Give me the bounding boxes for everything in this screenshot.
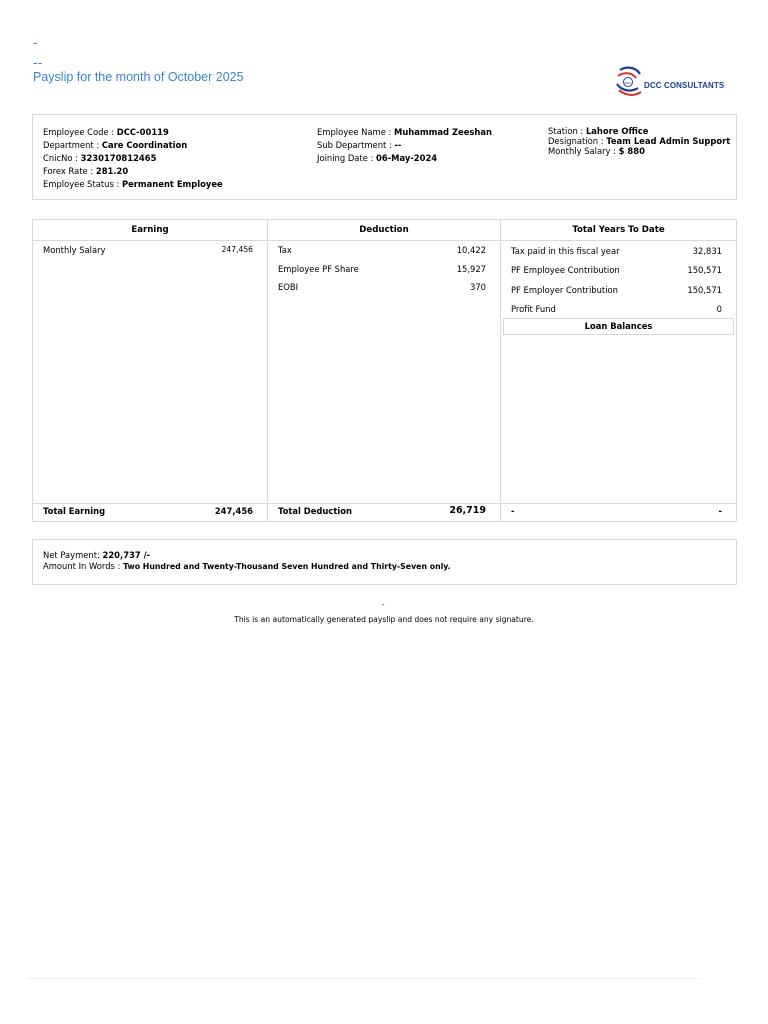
logo-text: DCC CONSULTANTS: [644, 81, 725, 90]
forex-value: 281.20: [95, 166, 129, 176]
deduction-value: 10,422: [456, 245, 486, 255]
earning-header: Earning: [33, 220, 267, 241]
department-row: Department : Care Coordination: [43, 140, 188, 150]
ytd-label: PF Employer Contribution: [511, 285, 618, 295]
employee-info-panel: [32, 114, 737, 200]
deduction-header: Deduction: [268, 220, 500, 241]
ytd-value: 0: [716, 304, 722, 314]
status-value: Permanent Employee: [121, 179, 223, 189]
ytd-label: Tax paid in this fiscal year: [511, 246, 620, 256]
deduction-row: [268, 278, 500, 296]
ytd-total-label: -: [511, 506, 515, 516]
sub-department-value: --: [394, 140, 402, 150]
title-prefix: Payslip for the month of: [33, 70, 165, 84]
page-title: [33, 70, 244, 84]
bottom-divider: [28, 978, 701, 979]
ytd-label: Profit Fund: [511, 304, 556, 314]
station-value: Lahore Office: [585, 126, 649, 136]
info-column-left: [43, 126, 223, 191]
designation-row: Designation : Team Lead Admin Support: [548, 136, 731, 146]
cnic-row: CnicNo : 3230170812465: [43, 153, 157, 163]
station-row: Station : Lahore Office: [548, 126, 649, 136]
deduction-row: [268, 241, 500, 259]
ytd-total-row: [501, 502, 736, 520]
earning-label: Monthly Salary: [43, 245, 106, 255]
company-logo: [614, 64, 726, 100]
total-deduction-row: [268, 502, 500, 520]
employee-code: DCC-00119: [116, 127, 169, 137]
info-column-middle: [317, 126, 492, 165]
earning-row: [33, 241, 267, 259]
designation-value: Team Lead Admin Support: [606, 136, 731, 146]
ytd-header: Total Years To Date: [501, 220, 736, 241]
deduction-value: 370: [470, 282, 486, 292]
deduction-row: [268, 260, 500, 278]
ytd-row: [501, 281, 736, 299]
joining-date-value: 06-May-2024: [376, 153, 438, 163]
net-payment-row: [43, 550, 150, 560]
ytd-value: 150,571: [687, 265, 722, 275]
deduction-value: 15,927: [456, 264, 486, 274]
total-earning-row: [33, 502, 267, 520]
total-deduction-label: Total Deduction: [278, 506, 352, 516]
earning-column: [33, 220, 267, 521]
header-dash: -: [33, 36, 38, 51]
header-dash-second: --: [33, 56, 43, 71]
employee-code-row: Employee Code : DCC-00119: [43, 127, 169, 137]
forex-row: Forex Rate : 281.20: [43, 166, 129, 176]
totals-divider: [33, 503, 736, 504]
ytd-row: [501, 300, 736, 318]
sub-department-row: Sub Department : --: [317, 140, 402, 150]
ytd-row: [501, 242, 736, 260]
employee-name-row: Employee Name : Muhammad Zeeshan: [317, 127, 492, 137]
ytd-value: 32,831: [692, 246, 722, 256]
status-row: Employee Status : Permanent Employee: [43, 179, 223, 189]
ytd-value: 150,571: [687, 285, 722, 295]
joining-date-row: Joining Date : 06-May-2024: [317, 153, 438, 163]
payslip-table: [32, 219, 737, 522]
footer-dot: -: [382, 601, 385, 609]
cnic-value: 3230170812465: [80, 153, 157, 163]
monthly-salary-row: Monthly Salary : $ 880: [548, 146, 645, 156]
amount-in-words-label: Amount In Words :: [43, 561, 121, 571]
net-payment-value: 220,737 /-: [102, 550, 151, 560]
net-payment-panel: [32, 539, 737, 585]
title-month: October 2025: [167, 70, 244, 84]
amount-in-words-value: Two Hundred and Twenty-Thousand Seven Hundred and Thirty-Seven only.: [123, 562, 451, 571]
logo-swirl-icon: [614, 64, 646, 100]
ytd-column: [501, 220, 736, 521]
net-payment-label: Net Payment:: [43, 550, 100, 560]
deduction-label: Employee PF Share: [278, 264, 359, 274]
earning-value: 247,456: [221, 245, 253, 254]
total-earning-value: 247,456: [214, 506, 253, 516]
deduction-label: EOBI: [278, 282, 299, 292]
total-earning-label: Total Earning: [43, 506, 106, 516]
department-value: Care Coordination: [101, 140, 188, 150]
total-deduction-value: 26,719: [449, 505, 486, 516]
deduction-label: Tax: [278, 245, 292, 255]
employee-name: Muhammad Zeeshan: [394, 127, 492, 137]
footer-note: This is an automatically generated payslip and does not require any signature.: [234, 615, 534, 624]
monthly-salary-value: $ 880: [618, 146, 645, 156]
ytd-total-value: -: [718, 506, 722, 516]
loan-balances-header: Loan Balances: [503, 318, 734, 335]
deduction-column: [268, 220, 500, 521]
ytd-label: PF Employee Contribution: [511, 265, 620, 275]
info-column-right: [548, 126, 730, 156]
ytd-row: [501, 261, 736, 279]
amount-in-words-row: [43, 561, 451, 571]
svg-text:dcc: dcc: [624, 80, 631, 85]
